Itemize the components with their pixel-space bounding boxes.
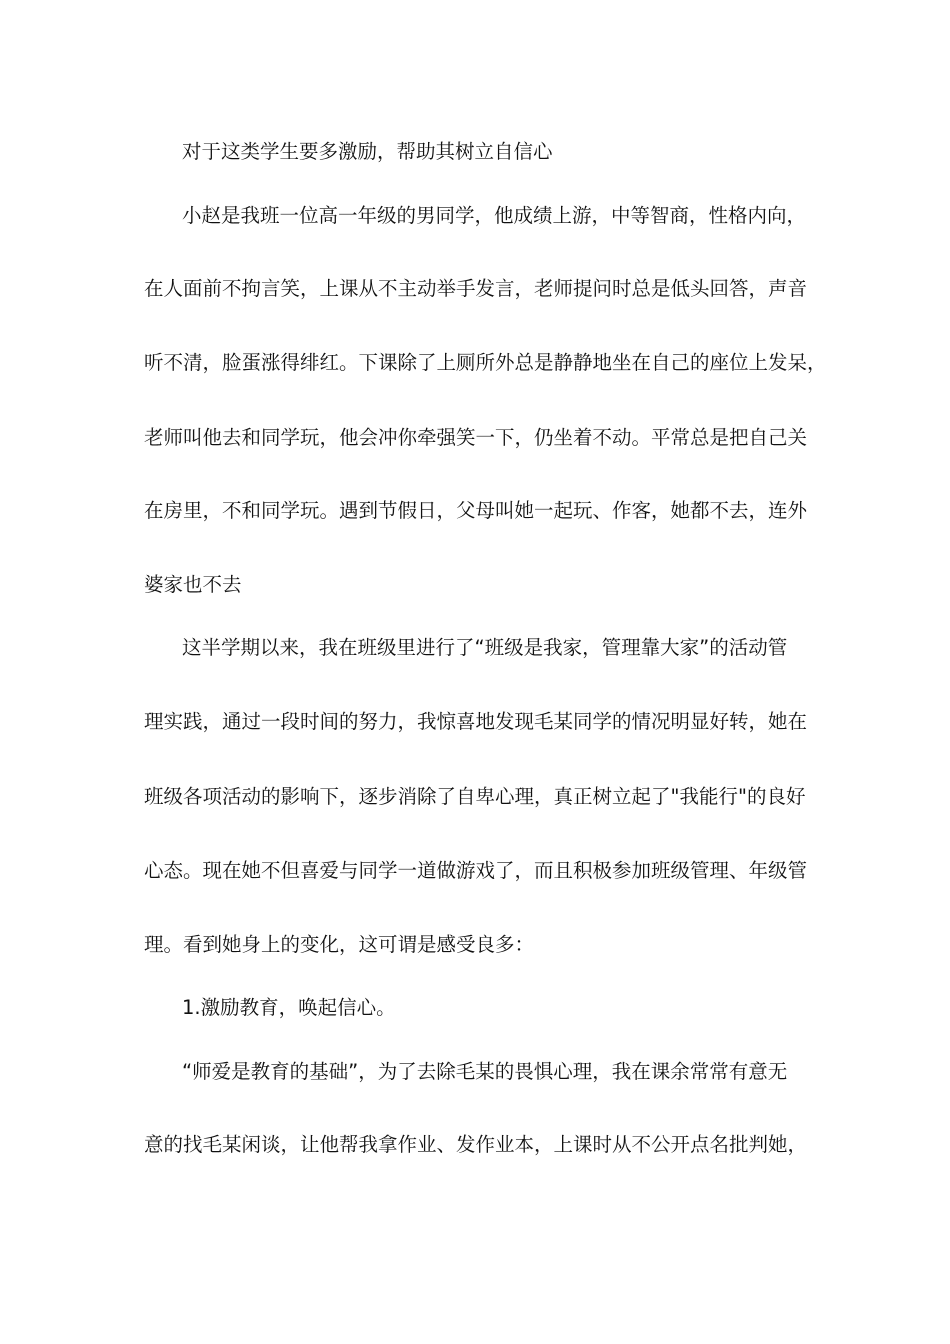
paragraph-line: 这半学期以来，我在班级里进行了“班级是我家，管理靠大家”的活动管 [182,636,788,659]
paragraph-line: 在人面前不拘言笑，上课从不主动举手发言，老师提问时总是低头回答，声音 [144,277,808,300]
paragraph-heading: 对于这类学生要多激励，帮助其树立自信心 [182,140,553,163]
paragraph-line: 心态。现在她不但喜爱与同学一道做游戏了，而且积极参加班级管理、年级管 [144,859,808,882]
paragraph-line: 理。看到她身上的变化，这可谓是感受良多： [144,933,535,956]
paragraph-line: 老师叫他去和同学玩，他会冲你牵强笑一下，仍坐着不动。平常总是把自己关 [144,426,808,449]
paragraph-line: 婆家也不去 [144,573,242,596]
paragraph-line: 意的找毛某闲谈，让他帮我拿作业、发作业本，上课时从不公开点名批判她， [144,1133,808,1156]
paragraph-line: 听不清，脸蛋涨得绯红。下课除了上厕所外总是静静地坐在自己的座位上发呆， [144,351,827,374]
paragraph-line: 理实践，通过一段时间的努力，我惊喜地发现毛某同学的情况明显好转，她在 [144,710,808,733]
paragraph-line: 在房里，不和同学玩。遇到节假日，父母叫她一起玩、作客，她都不去，连外 [144,499,808,522]
list-item-heading: 1.激励教育，唤起信心。 [182,996,396,1019]
paragraph-line: 小赵是我班一位高一年级的男同学，他成绩上游，中等智商，性格内向， [182,204,807,227]
paragraph-line: 班级各项活动的影响下，逐步消除了自卑心理，真正树立起了"我能行"的良好 [144,785,806,808]
paragraph-line: “师爱是教育的基础”，为了去除毛某的畏惧心理，我在课余常常有意无 [182,1060,788,1083]
